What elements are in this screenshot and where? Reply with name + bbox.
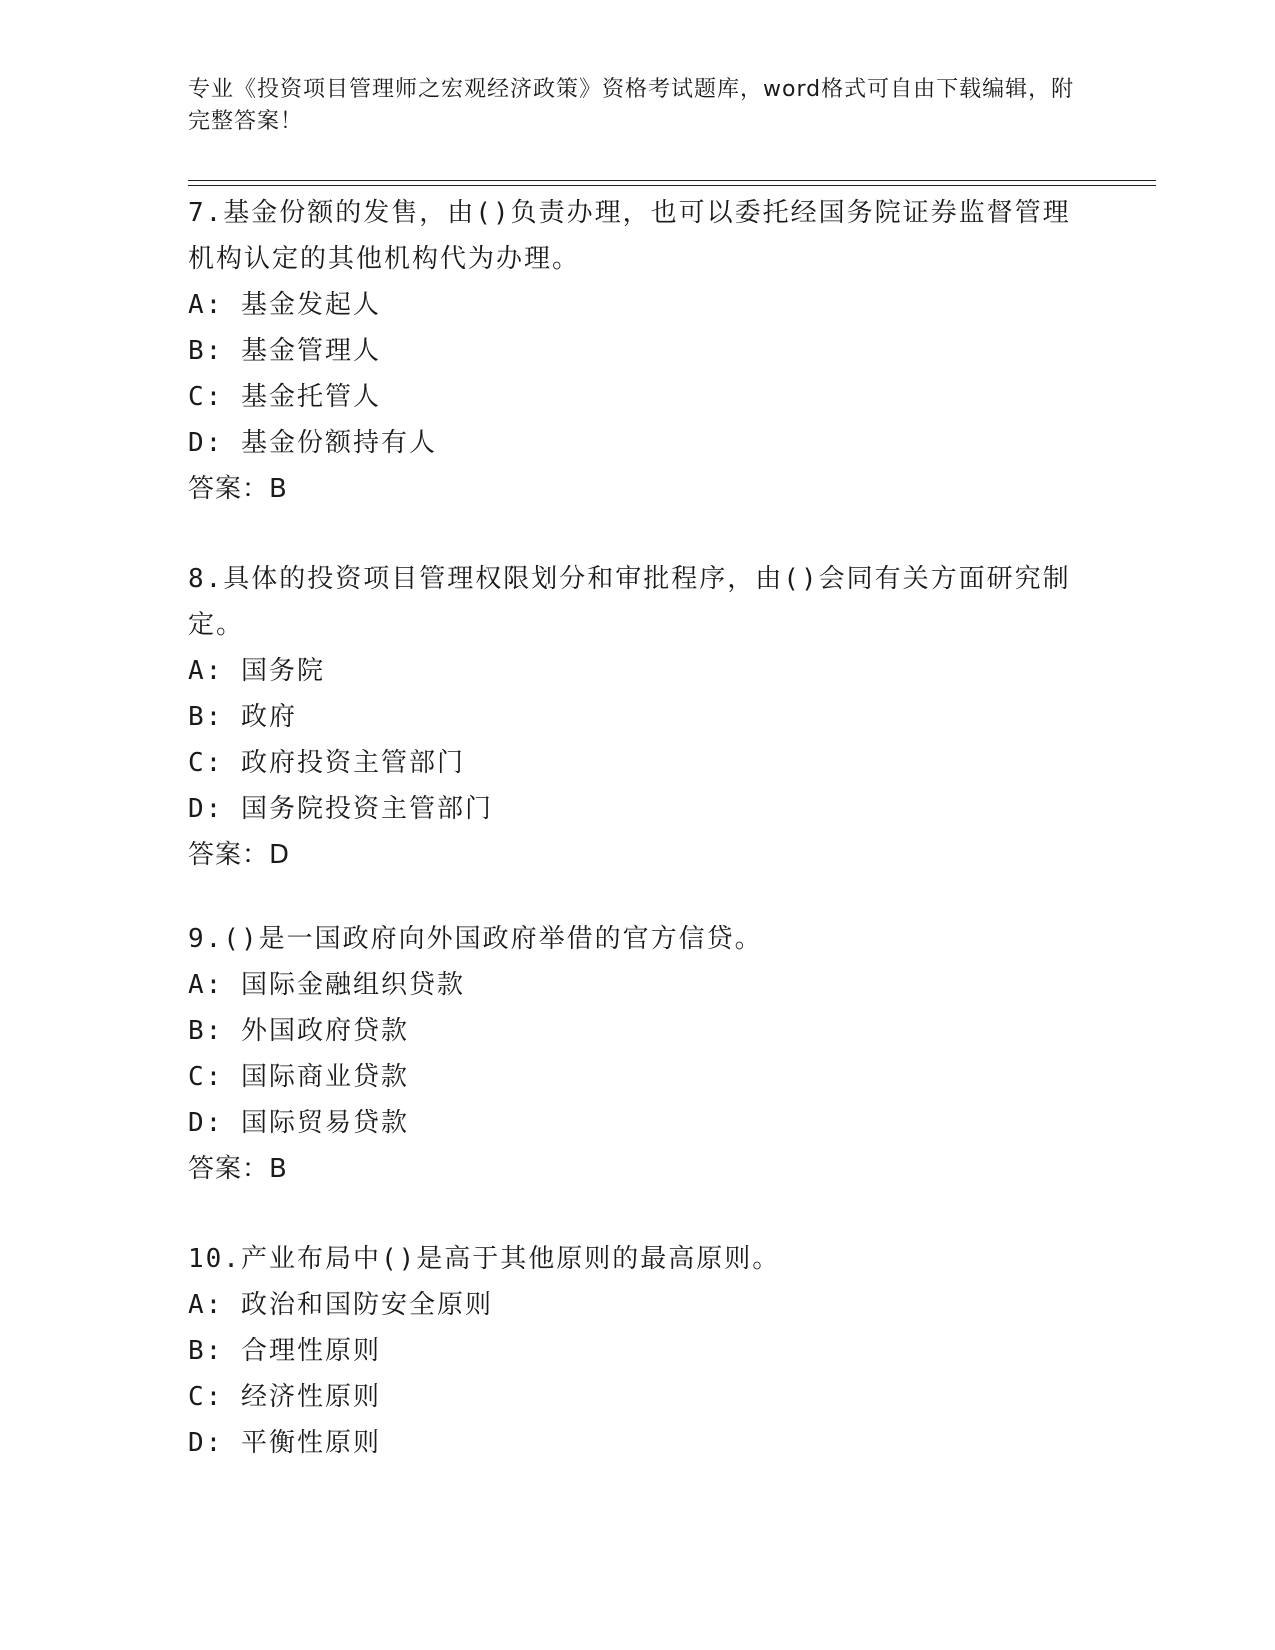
option-c: C: 国际商业贷款	[188, 1062, 409, 1092]
option-a: A: 国际金融组织贷款	[188, 970, 465, 1000]
option-c: C: 经济性原则	[188, 1382, 381, 1412]
option-b: B: 外国政府贷款	[188, 1016, 409, 1046]
header-divider-top	[188, 180, 1156, 181]
question-stem: 8.具体的投资项目管理权限划分和审批程序，由()会同有关方面研究制定。	[188, 564, 1071, 640]
question-8	[188, 556, 1078, 878]
answer: 答案：B	[188, 474, 288, 504]
option-b: B: 基金管理人	[188, 336, 381, 366]
question-stem: 9.()是一国政府向外国政府举借的官方信贷。	[188, 924, 763, 954]
question-10	[188, 1236, 1078, 1466]
question-stem: 7.基金份额的发售，由()负责办理，也可以委托经国务院证券监督管理机构认定的其他机构代为办理。	[188, 198, 1071, 274]
document-header: 专业《投资项目管理师之宏观经济政策》资格考试题库，word格式可自由下载编辑，附完整答案！	[188, 77, 1075, 134]
question-7	[188, 190, 1078, 512]
answer: 答案：B	[188, 1154, 288, 1184]
option-c: C: 基金托管人	[188, 382, 381, 412]
option-b: B: 政府	[188, 702, 297, 732]
option-d: D: 基金份额持有人	[188, 428, 437, 458]
option-c: C: 政府投资主管部门	[188, 748, 465, 778]
option-a: A: 政治和国防安全原则	[188, 1290, 493, 1320]
answer: 答案：D	[188, 840, 291, 870]
option-d: D: 平衡性原则	[188, 1428, 381, 1458]
option-a: A: 基金发起人	[188, 290, 381, 320]
question-stem: 10.产业布局中()是高于其他原则的最高原则。	[188, 1244, 781, 1274]
option-d: D: 国务院投资主管部门	[188, 794, 493, 824]
question-9	[188, 916, 1078, 1192]
header-divider-bottom	[188, 185, 1156, 186]
option-d: D: 国际贸易贷款	[188, 1108, 409, 1138]
option-a: A: 国务院	[188, 656, 325, 686]
option-b: B: 合理性原则	[188, 1336, 381, 1366]
